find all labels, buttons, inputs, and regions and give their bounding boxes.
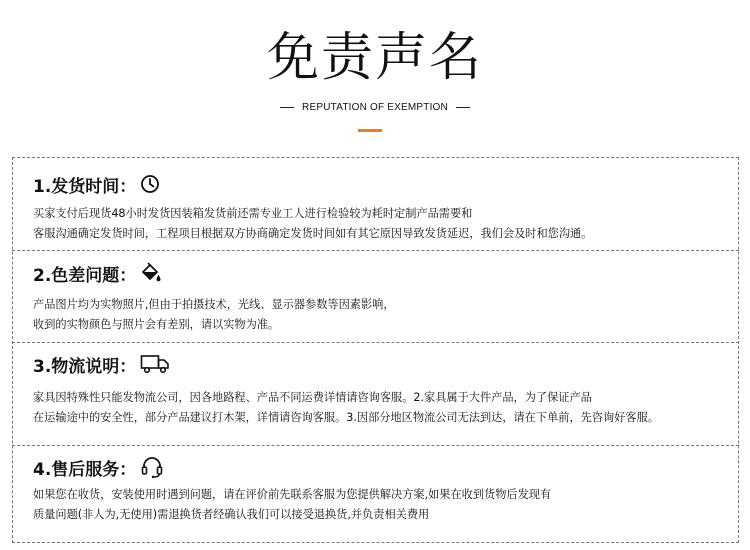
section-heading-text: 1.发货时间： <box>33 176 137 197</box>
section-body <box>33 388 659 428</box>
paint-bucket-icon <box>140 262 162 284</box>
subtitle: REPUTATION OF EXEMPTION <box>302 101 448 113</box>
section-after-sales <box>33 455 164 479</box>
accent-bar <box>358 129 382 132</box>
section-divider <box>12 445 739 446</box>
clock-icon <box>140 174 160 194</box>
subtitle-dash-right <box>456 107 470 108</box>
section-divider <box>12 250 739 251</box>
section-body <box>33 485 551 525</box>
truck-icon <box>140 353 170 375</box>
section-shipping-time <box>33 172 160 196</box>
headset-icon <box>140 455 164 479</box>
section-heading-text: 3.物流说明： <box>33 356 137 377</box>
body-line: 家具因特殊性只能发物流公司，因各地路程、产品不同运费详情请咨询客服。2.家具属于大件产品，为了保证产品 <box>33 391 592 404</box>
section-heading-text: 4.售后服务： <box>33 459 137 480</box>
body-line: 在运输途中的安全性，部分产品建议打木架，详情请咨询客服。3.因部分地区物流公司无法到达，请在下单前，先咨询好客服。 <box>33 411 659 424</box>
body-line: 质量问题(非人为,无使用)需退换货者经确认我们可以接受退换货,并负责相关费用 <box>33 508 430 521</box>
section-body <box>33 204 592 244</box>
body-line: 买家支付后现货48小时发货因装箱发货前还需专业工人进行检验较为耗时定制产品需要和 <box>33 207 473 220</box>
body-line: 产品图片均为实物照片,但由于拍摄技术，光线、显示器参数等因素影响， <box>33 298 395 311</box>
subtitle-row <box>0 100 750 114</box>
section-heading-text: 2.色差问题： <box>33 265 137 286</box>
section-body <box>33 295 395 335</box>
section-color-difference <box>33 261 162 285</box>
page-title: 免责声名 <box>266 28 483 88</box>
section-logistics <box>33 352 170 376</box>
body-line: 客服沟通确定发货时间，工程项目根据双方协商确定发货时间如有其它原因导致发货延迟，我们会及时和您沟通。 <box>33 227 593 240</box>
body-line: 收到的实物颜色与照片会有差别，请以实物为准。 <box>33 318 280 331</box>
section-divider <box>12 342 739 343</box>
subtitle-dash-left <box>280 107 294 108</box>
body-line: 如果您在收货，安装使用时遇到问题，请在评价前先联系客服为您提供解决方案,如果在收到货物后发现有 <box>33 488 552 501</box>
